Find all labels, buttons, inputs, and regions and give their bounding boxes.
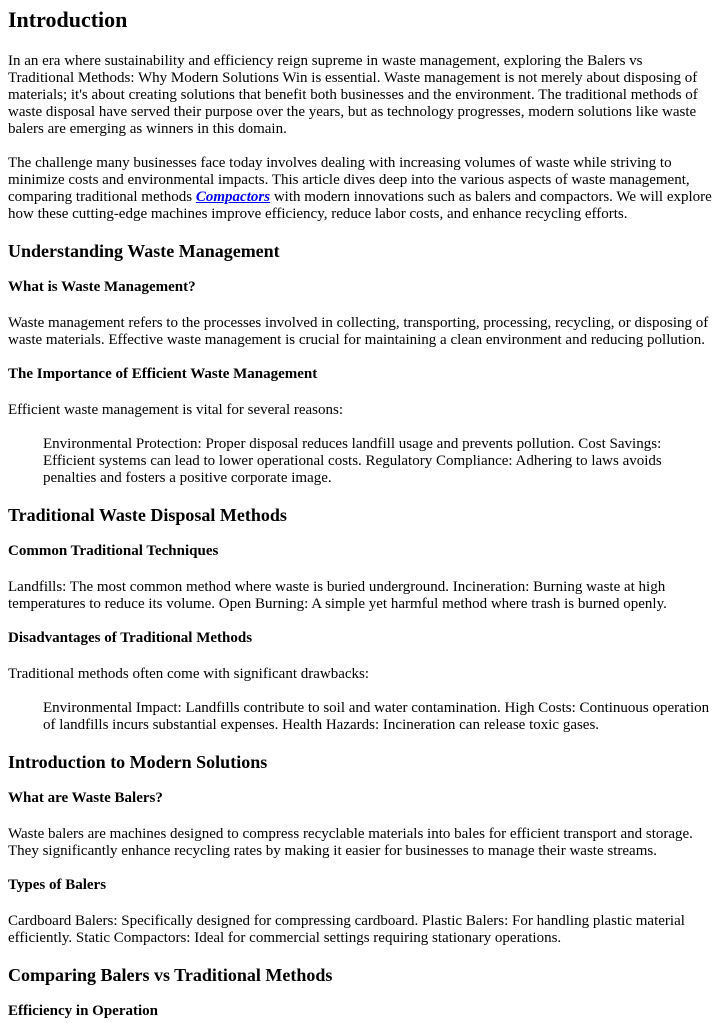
paragraph-types-of-balers: Cardboard Balers: Specifically designed for compressing cardboard. Plastic Balers: For handling plastic material efficiently. Static Compactors: Ideal for commercial settings requiring stationary operations. <box>8 913 685 946</box>
page-title: Introduction <box>8 7 128 32</box>
compactors-link[interactable]: Compactors <box>195 189 271 205</box>
intro-paragraph-1: In an era where sustainability and efficiency reign supreme in waste management, exploring the Balers vs Traditional Methods: Why Modern Solutions Win is essential. Waste management is not merely about disposing of materials; it's about creating solutions that benefit both businesses and the environment. The traditional methods of waste disposal have served their purpose over the years, but as technology progresses, modern solutions like waste balers are emerging as winners in this domain. <box>8 53 698 137</box>
subheading-what-is-waste-management: What is Waste Management? <box>8 279 196 295</box>
paragraph-waste-management-definition: Waste management refers to the processes involved in collecting, transporting, processing, recycling, or disposing of waste materials. Effective waste management is crucial for maintaining a clean environment and reducing pollution. <box>8 315 709 348</box>
paragraph-disadvantages-intro: Traditional methods often come with significant drawbacks: <box>8 666 370 682</box>
intro-paragraph-2-start: The challenge many businesses face today involves dealing with increasing volumes of waste while striving to minimize costs and environmental impacts. This article dives deep into the various aspects of waste management, comparing traditional methods <box>8 155 690 205</box>
subheading-importance: The Importance of Efficient Waste Management <box>8 366 318 382</box>
section-heading-understanding: Understanding Waste Management <box>8 241 280 261</box>
blockquote-disadvantages: Environmental Impact: Landfills contribute to soil and water contamination. High Costs: Continuous operation of landfills incurs substantial expenses. Health Hazards: Incineration can release toxic gases. <box>43 700 710 733</box>
paragraph-importance-intro: Efficient waste management is vital for several reasons: <box>8 402 344 418</box>
intro-paragraph-2-end: with modern innovations such as balers and compactors. We will explore how these cutting-edge machines improve efficiency, reduce labor costs, and enhance recycling efforts. <box>8 189 712 222</box>
section-heading-comparing: Comparing Balers vs Traditional Methods <box>8 965 333 985</box>
section-heading-traditional: Traditional Waste Disposal Methods <box>8 505 287 525</box>
subheading-common-techniques: Common Traditional Techniques <box>8 543 219 559</box>
section-heading-modern-solutions: Introduction to Modern Solutions <box>8 752 268 772</box>
paragraph-balers-definition: Waste balers are machines designed to compress recyclable materials into bales for efficient transport and storage. They significantly enhance recycling rates by making it easier for businesses to manage their waste streams. <box>8 826 693 859</box>
subheading-what-are-balers: What are Waste Balers? <box>8 790 163 806</box>
intro-paragraph-2 <box>8 155 712 223</box>
article <box>0 7 720 1020</box>
paragraph-common-techniques: Landfills: The most common method where waste is buried underground. Incineration: Burning waste at high temperatures to reduce its volume. Open Burning: A simple yet harmful method where trash is burned openly. <box>8 579 667 612</box>
subheading-disadvantages: Disadvantages of Traditional Methods <box>8 630 253 646</box>
blockquote-importance-reasons: Environmental Protection: Proper disposal reduces landfill usage and prevents pollution. Cost Savings: Efficient systems can lead to lower operational costs. Regulatory Compliance: Adhering to laws avoids penalties and fosters a positive corporate image. <box>43 436 662 486</box>
subheading-efficiency: Efficiency in Operation <box>8 1003 158 1019</box>
subheading-types-of-balers: Types of Balers <box>8 877 107 893</box>
